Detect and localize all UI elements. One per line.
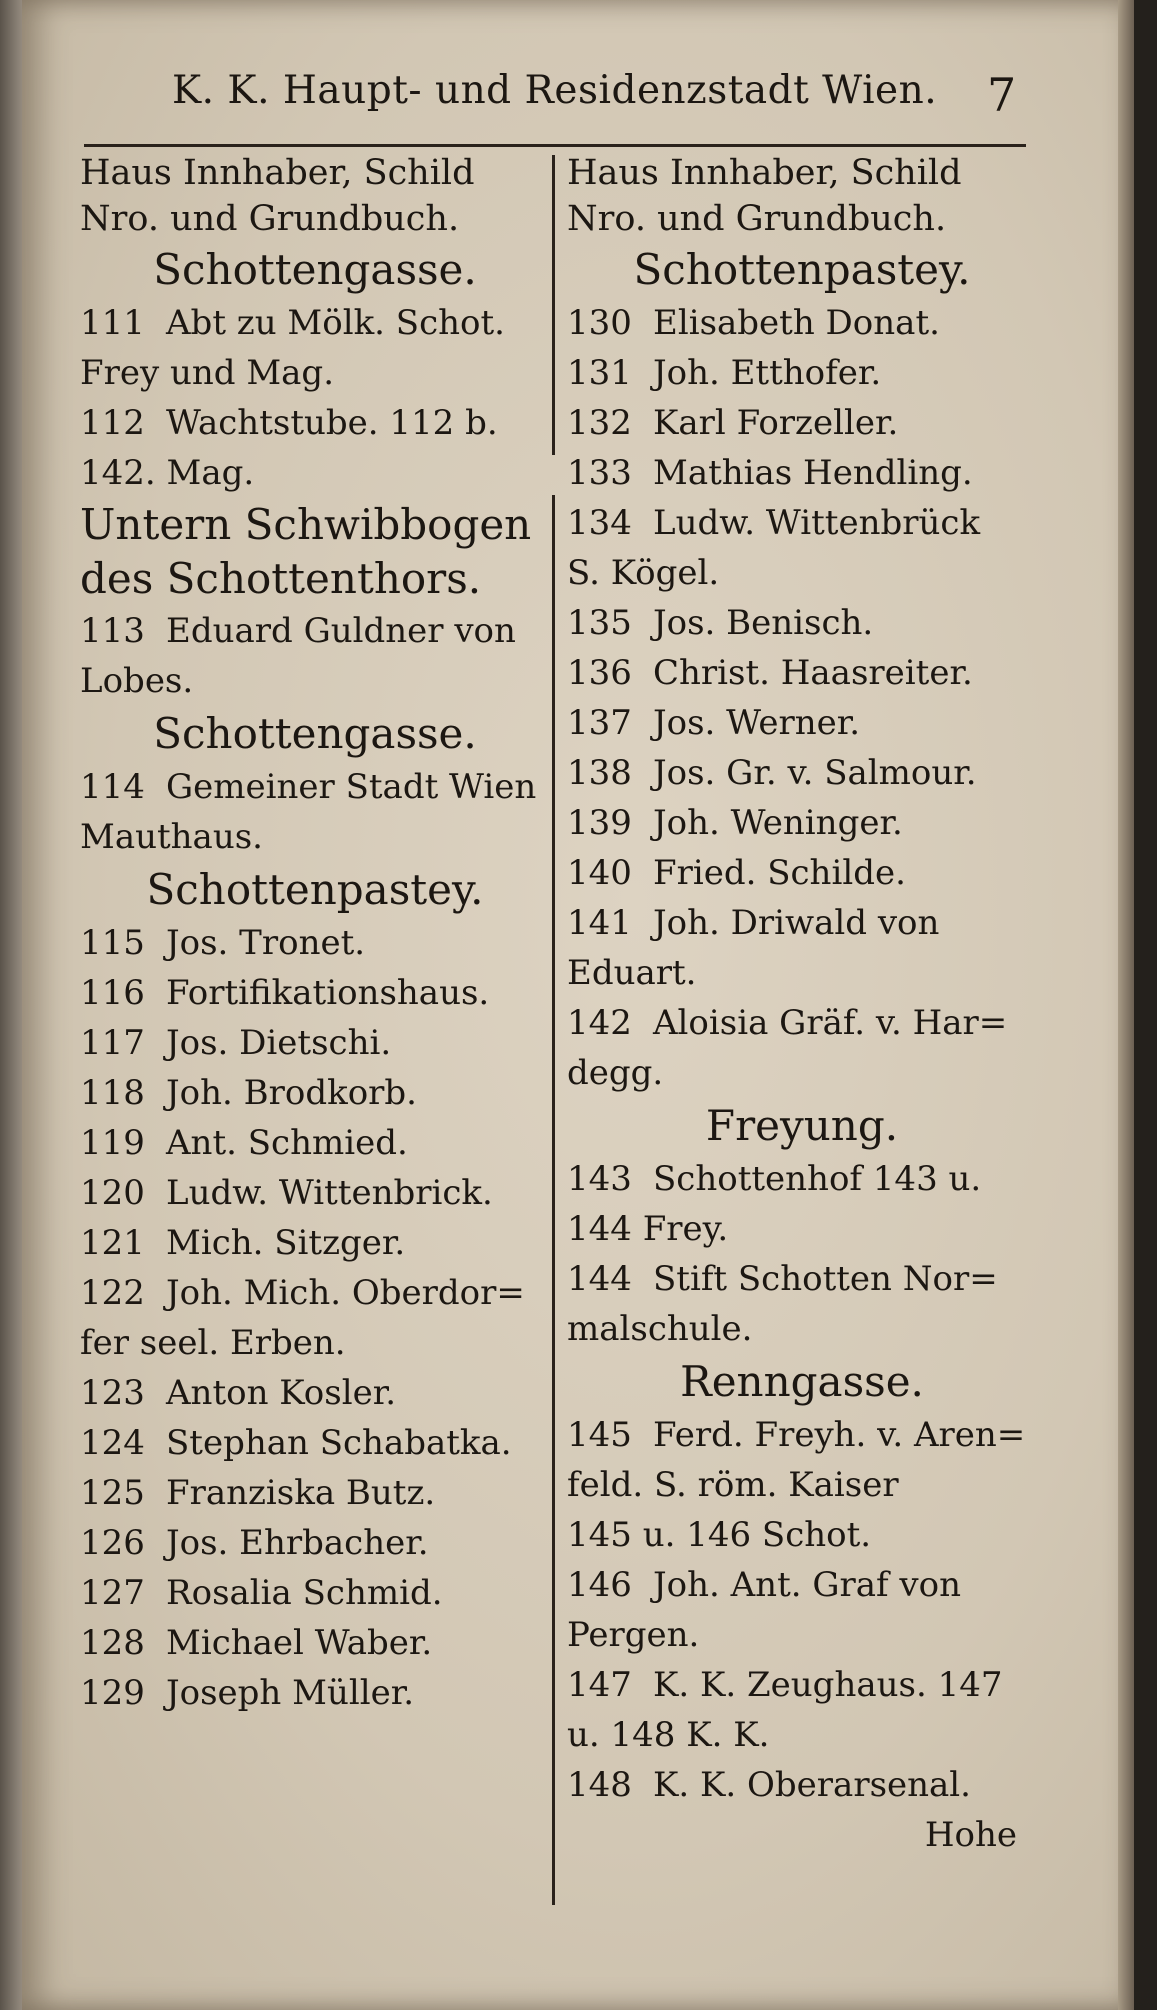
- house-entry: [80, 1418, 550, 1468]
- house-entry: [80, 1018, 550, 1068]
- right-column: [567, 150, 1037, 1860]
- entry-continuation: malschule.: [567, 1309, 753, 1349]
- owner-text: Karl Forzeller.: [653, 403, 899, 443]
- house-number: 120: [80, 1173, 145, 1213]
- house-entry: [567, 848, 1037, 898]
- house-number: 119: [80, 1123, 145, 1163]
- house-number: 144: [567, 1259, 632, 1299]
- house-number: 142: [567, 1003, 632, 1043]
- house-number: 127: [80, 1573, 145, 1613]
- house-entry: [80, 1668, 550, 1718]
- owner-text: Anton Kosler.: [166, 1373, 397, 1413]
- column-divider: [552, 155, 555, 1905]
- running-header: K. K. Haupt- und Residenzstadt Wien.: [172, 68, 938, 113]
- entry-continuation: Mauthaus.: [80, 817, 263, 857]
- owner-text: Gemeiner Stadt Wien: [166, 767, 537, 807]
- owner-text: K. K. Oberarsenal.: [653, 1765, 971, 1805]
- column-header-line: Haus Innhaber, Schild: [567, 153, 962, 193]
- house-entry: [80, 1268, 550, 1318]
- page-edge: [1118, 0, 1134, 2010]
- house-entry: [567, 748, 1037, 798]
- house-number: 136: [567, 653, 632, 693]
- house-entry: [80, 1218, 550, 1268]
- house-entry: [567, 598, 1037, 648]
- house-number: 123: [80, 1373, 145, 1413]
- house-number: 148: [567, 1765, 632, 1805]
- house-entry: [80, 1068, 550, 1118]
- house-number: 129: [80, 1673, 145, 1713]
- owner-text: Jos. Tronet.: [166, 923, 366, 963]
- owner-text: Jos. Werner.: [653, 703, 861, 743]
- house-entry: [80, 1568, 550, 1618]
- column-header-right: [567, 150, 1037, 242]
- owner-text: Fried. Schilde.: [653, 853, 906, 893]
- section-heading: Schottenpastey.: [146, 865, 484, 914]
- entry-continuation: u. 148 K. K.: [567, 1715, 770, 1755]
- entry-continuation: 145 u. 146 Schot.: [567, 1515, 872, 1555]
- house-entry: [567, 698, 1037, 748]
- section-heading: Untern Schwibbogen: [80, 500, 532, 549]
- owner-text: Mich. Sitzger.: [166, 1223, 406, 1263]
- owner-text: Jos. Benisch.: [653, 603, 874, 643]
- house-number: 147: [567, 1665, 632, 1705]
- house-entry: [80, 762, 550, 812]
- house-number: 128: [80, 1623, 145, 1663]
- house-number: 118: [80, 1073, 145, 1113]
- owner-text: Stift Schotten Nor=: [653, 1259, 998, 1299]
- house-entry: [567, 1760, 1037, 1810]
- entry-continuation: S. Kögel.: [567, 553, 720, 593]
- house-number: 124: [80, 1423, 145, 1463]
- house-number: 113: [80, 611, 145, 651]
- catchword: Hohe: [924, 1815, 1017, 1855]
- owner-text: Franziska Butz.: [166, 1473, 436, 1513]
- house-entry: [80, 1118, 550, 1168]
- owner-text: Joh. Etthofer.: [653, 353, 882, 393]
- owner-text: Jos. Dietschi.: [166, 1023, 392, 1063]
- owner-text: Ant. Schmied.: [166, 1123, 408, 1163]
- house-number: 125: [80, 1473, 145, 1513]
- entry-continuation: 144 Frey.: [567, 1209, 729, 1249]
- house-number: 111: [80, 303, 145, 343]
- header-rule: [84, 144, 1026, 147]
- section-heading: Renngasse.: [680, 1357, 924, 1406]
- house-entry: [80, 1168, 550, 1218]
- house-entry: [567, 398, 1037, 448]
- left-column: [80, 150, 550, 1718]
- section-heading: Schottenpastey.: [633, 245, 971, 294]
- house-number: 141: [567, 903, 632, 943]
- house-number: 137: [567, 703, 632, 743]
- house-entry: [567, 998, 1037, 1048]
- section-heading: Schottengasse.: [153, 245, 477, 294]
- section-heading: Schottengasse.: [153, 709, 477, 758]
- entry-continuation: Lobes.: [80, 661, 194, 701]
- house-number: 140: [567, 853, 632, 893]
- house-number: 135: [567, 603, 632, 643]
- owner-text: Joh. Mich. Oberdor=: [166, 1273, 525, 1313]
- owner-text: Jos. Ehrbacher.: [166, 1523, 429, 1563]
- owner-text: Mathias Hendling.: [653, 453, 973, 493]
- house-number: 115: [80, 923, 145, 963]
- house-entry: [567, 348, 1037, 398]
- house-entry: [80, 398, 550, 448]
- entry-continuation: 142. Mag.: [80, 453, 255, 493]
- house-entry: [567, 898, 1037, 948]
- house-number: 143: [567, 1159, 632, 1199]
- owner-text: Stephan Schabatka.: [166, 1423, 512, 1463]
- owner-text: Schottenhof 143 u.: [653, 1159, 982, 1199]
- owner-text: Joh. Weninger.: [653, 803, 903, 843]
- section-heading: des Schottenthors.: [80, 554, 482, 603]
- book-page: [22, 0, 1134, 2010]
- column-header-line: Nro. und Grundbuch.: [567, 199, 947, 239]
- house-number: 114: [80, 767, 145, 807]
- owner-text: Abt zu Mölk. Schot.: [166, 303, 505, 343]
- page-number: 7: [987, 68, 1017, 122]
- house-number: 112: [80, 403, 145, 443]
- house-number: 131: [567, 353, 632, 393]
- house-number: 133: [567, 453, 632, 493]
- owner-text: Michael Waber.: [166, 1623, 433, 1663]
- house-entry: [80, 918, 550, 968]
- house-number: 134: [567, 503, 632, 543]
- owner-text: Ludw. Wittenbrück: [653, 503, 981, 543]
- house-entry: [80, 1468, 550, 1518]
- house-entry: [567, 298, 1037, 348]
- owner-text: Aloisia Gräf. v. Har=: [653, 1003, 1008, 1043]
- owner-text: Fortifikationshaus.: [166, 973, 490, 1013]
- entry-continuation: fer seel. Erben.: [80, 1323, 346, 1363]
- column-header-line: Nro. und Grundbuch.: [80, 199, 460, 239]
- entry-continuation: Frey und Mag.: [80, 353, 335, 393]
- house-entry: [567, 448, 1037, 498]
- owner-text: Ferd. Freyh. v. Aren=: [653, 1415, 1026, 1455]
- house-number: 132: [567, 403, 632, 443]
- owner-text: Rosalia Schmid.: [166, 1573, 443, 1613]
- owner-text: Ludw. Wittenbrick.: [166, 1173, 493, 1213]
- owner-text: Wachtstube. 112 b.: [166, 403, 498, 443]
- house-entry: [567, 1560, 1037, 1610]
- house-entry: [80, 298, 550, 348]
- house-entry: [567, 1254, 1037, 1304]
- house-number: 139: [567, 803, 632, 843]
- owner-text: Elisabeth Donat.: [653, 303, 940, 343]
- owner-text: Joh. Brodkorb.: [166, 1073, 417, 1113]
- entry-continuation: degg.: [567, 1053, 664, 1093]
- house-entry: [567, 1660, 1037, 1710]
- column-header-left: [80, 150, 550, 242]
- entry-continuation: feld. S. röm. Kaiser: [567, 1465, 899, 1505]
- house-entry: [80, 1618, 550, 1668]
- entry-continuation: Pergen.: [567, 1615, 700, 1655]
- house-entry: [80, 1518, 550, 1568]
- house-entry: [567, 798, 1037, 848]
- house-entry: [567, 498, 1037, 548]
- house-number: 116: [80, 973, 145, 1013]
- owner-text: Joh. Ant. Graf von: [653, 1565, 961, 1605]
- house-number: 117: [80, 1023, 145, 1063]
- section-heading: Freyung.: [705, 1101, 899, 1150]
- house-entry: [80, 968, 550, 1018]
- house-entry: [80, 606, 550, 656]
- house-number: 146: [567, 1565, 632, 1605]
- entry-continuation: Eduart.: [567, 953, 697, 993]
- owner-text: Joh. Driwald von: [653, 903, 940, 943]
- house-entry: [567, 648, 1037, 698]
- column-header-line: Haus Innhaber, Schild: [80, 153, 475, 193]
- house-number: 145: [567, 1415, 632, 1455]
- owner-text: K. K. Zeughaus. 147: [653, 1665, 1003, 1705]
- house-entry: [567, 1154, 1037, 1204]
- house-number: 130: [567, 303, 632, 343]
- house-entry: [567, 1410, 1037, 1460]
- house-number: 126: [80, 1523, 145, 1563]
- house-number: 122: [80, 1273, 145, 1313]
- house-number: 138: [567, 753, 632, 793]
- owner-text: Jos. Gr. v. Salmour.: [653, 753, 977, 793]
- owner-text: Christ. Haasreiter.: [653, 653, 973, 693]
- house-entry: [80, 1368, 550, 1418]
- owner-text: Eduard Guldner von: [166, 611, 516, 651]
- owner-text: Joseph Müller.: [166, 1673, 415, 1713]
- house-number: 121: [80, 1223, 145, 1263]
